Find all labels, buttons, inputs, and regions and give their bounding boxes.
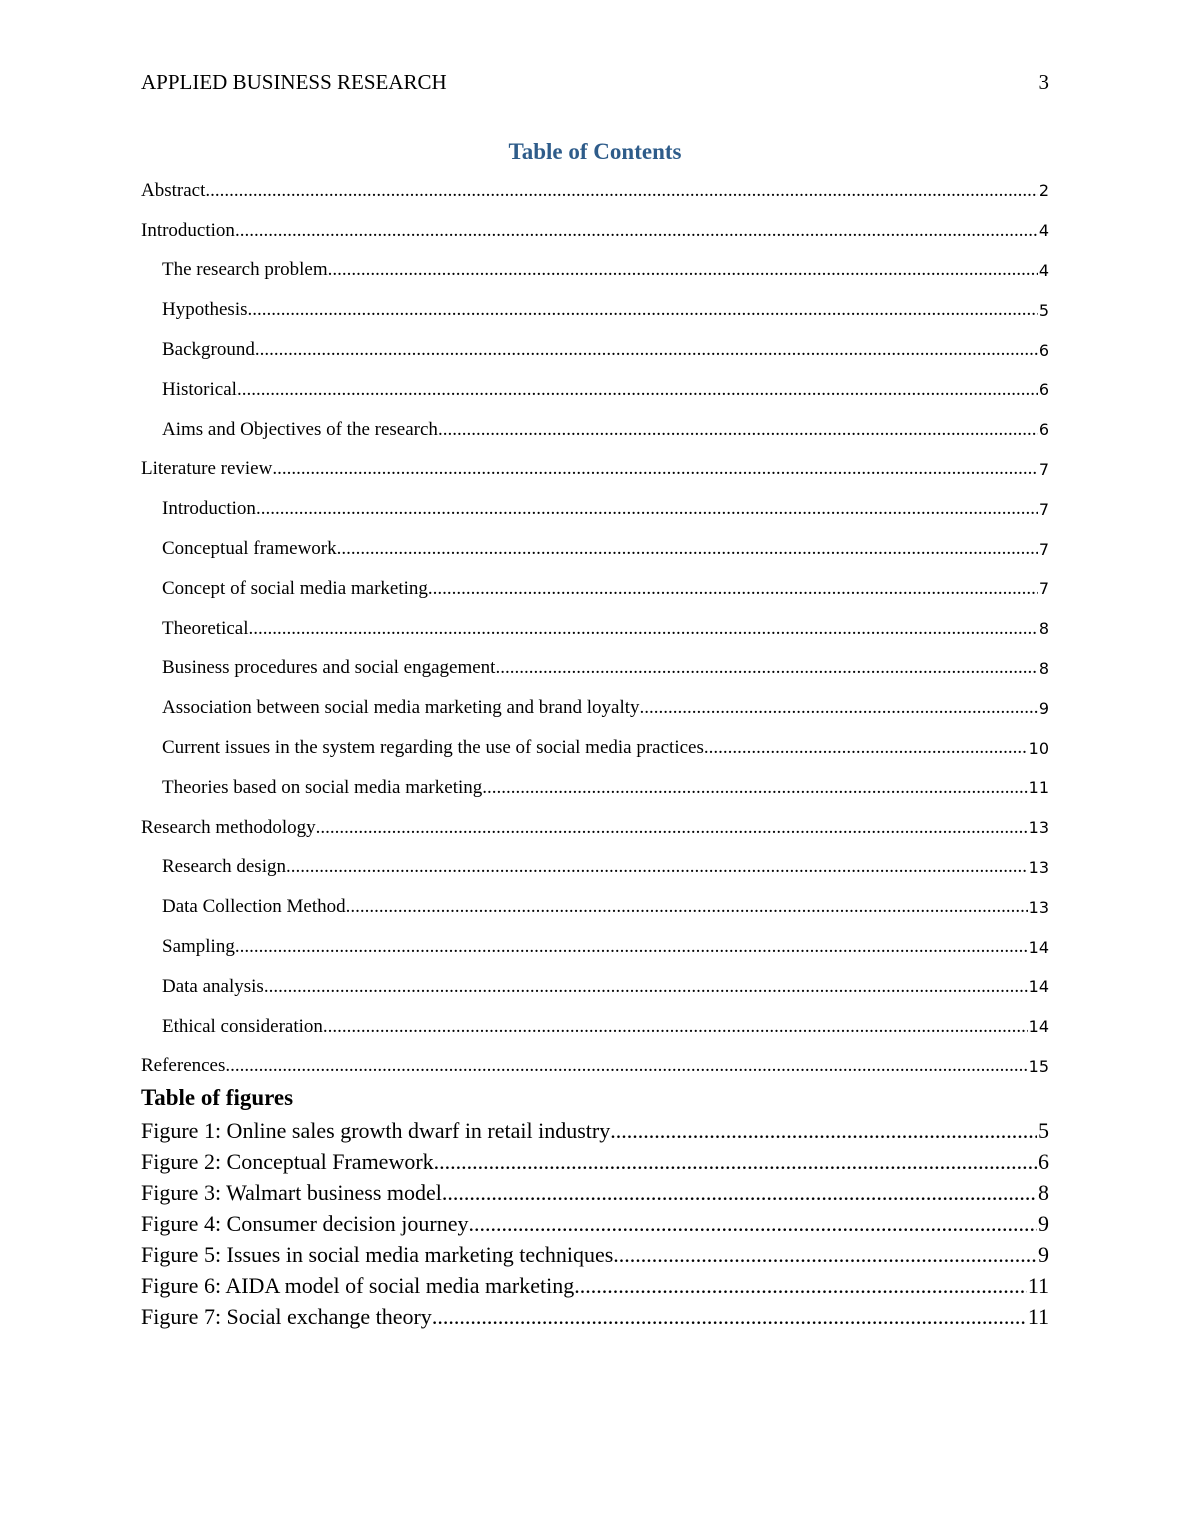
dot-leader (428, 578, 1038, 600)
toc-entry-page: 11 (1028, 778, 1049, 798)
toc-entry-association-smm-loyalty[interactable] (141, 688, 1049, 728)
toc-entry-page: 6 (1038, 420, 1049, 440)
page-header (141, 70, 1049, 100)
dot-leader (495, 657, 1037, 679)
figure-entry-5[interactable] (141, 1239, 1049, 1270)
dot-leader (610, 1118, 1037, 1144)
toc-entry-page: 9 (1038, 698, 1049, 718)
figure-entry-page: 6 (1038, 1148, 1049, 1174)
toc-entry-introduction[interactable] (141, 211, 1049, 251)
dot-leader (235, 936, 1028, 958)
figure-entry-label: Figure 5: Issues in social media marketing techniques (141, 1241, 614, 1267)
figures-title: Table of figures (141, 1085, 294, 1110)
dot-leader (328, 259, 1038, 281)
dot-leader (235, 220, 1038, 242)
figure-entry-label: Figure 3: Walmart business model (141, 1179, 442, 1205)
toc-entry-page: 2 (1038, 181, 1049, 201)
toc-entry-label: Ethical consideration (162, 1015, 323, 1037)
figure-entry-page: 5 (1038, 1117, 1049, 1143)
figure-entry-4[interactable] (141, 1208, 1049, 1239)
dot-leader (432, 1304, 1027, 1330)
toc-entry-page: 5 (1038, 300, 1049, 320)
toc-entry-data-analysis[interactable] (141, 967, 1049, 1007)
figure-entry-3[interactable] (141, 1177, 1049, 1208)
toc-title: Table of Contents (508, 139, 682, 164)
dot-leader (574, 1273, 1027, 1299)
figure-entry-label: Figure 7: Social exchange theory (141, 1303, 432, 1329)
figure-entry-label: Figure 1: Online sales growth dwarf in retail industry (141, 1117, 611, 1143)
toc-entry-label: Concept of social media marketing (162, 577, 428, 599)
toc-entry-page: 4 (1038, 221, 1049, 241)
toc-entry-abstract[interactable] (141, 171, 1049, 211)
toc-entry-business-procedures[interactable] (141, 649, 1049, 689)
toc-entry-label: Data analysis (162, 975, 264, 997)
dot-leader (613, 1242, 1037, 1268)
toc-entry-page: 6 (1038, 340, 1049, 360)
toc-entry-label: Historical (162, 378, 237, 400)
toc-entry-page: 7 (1038, 499, 1049, 519)
page-number: 3 (1038, 70, 1049, 94)
toc-entry-page: 7 (1038, 579, 1049, 599)
toc-entry-label: Research methodology (141, 816, 316, 838)
toc-entry-label: Aims and Objectives of the research (162, 418, 438, 440)
dot-leader (337, 538, 1038, 560)
dot-leader (469, 1211, 1037, 1237)
toc-entry-label: Research design (162, 856, 286, 878)
toc-entry-page: 13 (1028, 818, 1049, 838)
dot-leader (272, 458, 1037, 480)
dot-leader (434, 1149, 1037, 1175)
toc-entry-label: Data Collection Method (162, 896, 346, 918)
toc-entry-page: 8 (1038, 619, 1049, 639)
dot-leader (248, 299, 1038, 321)
toc-entry-label: Literature review (141, 458, 273, 480)
toc-entry-historical[interactable] (141, 370, 1049, 410)
running-head: APPLIED BUSINESS RESEARCH (141, 70, 447, 94)
toc-entry-label: Background (162, 339, 255, 361)
toc-entry-label: Introduction (141, 219, 235, 241)
figure-entry-page: 8 (1038, 1179, 1049, 1205)
toc-entry-label: Sampling (162, 936, 235, 958)
toc-entry-concept-smm[interactable] (141, 569, 1049, 609)
dot-leader (346, 896, 1028, 918)
toc-entry-page: 8 (1038, 658, 1049, 678)
toc-entry-page: 13 (1028, 857, 1049, 877)
toc-entry-label: References (141, 1055, 226, 1077)
toc-entry-page: 6 (1038, 380, 1049, 400)
toc-entry-theories-smm[interactable] (141, 768, 1049, 808)
toc-entry-label: Abstract (141, 179, 206, 201)
toc-entry-research-methodology[interactable] (141, 808, 1049, 848)
dot-leader (640, 697, 1038, 719)
dot-leader (237, 379, 1038, 401)
dot-leader (438, 419, 1038, 441)
toc-entry-aims-objectives[interactable] (141, 410, 1049, 450)
toc-entry-page: 7 (1038, 459, 1049, 479)
dot-leader (205, 180, 1037, 202)
toc-entry-label: Conceptual framework (162, 538, 337, 560)
dot-leader (316, 817, 1028, 839)
toc-entry-conceptual-framework[interactable] (141, 529, 1049, 569)
figure-entry-page: 9 (1038, 1241, 1049, 1267)
dot-leader (225, 1055, 1027, 1077)
figure-entry-page: 11 (1027, 1272, 1049, 1298)
figure-entry-label: Figure 4: Consumer decision journey (141, 1210, 469, 1236)
toc-entry-label: Association between social media marketing and brand loyalty (162, 697, 640, 719)
dot-leader (704, 737, 1028, 759)
toc-entry-sampling[interactable] (141, 927, 1049, 967)
figure-entry-7[interactable] (141, 1301, 1049, 1332)
dot-leader (264, 976, 1028, 998)
toc-entry-lit-introduction[interactable] (141, 489, 1049, 529)
toc-entry-page: 14 (1028, 977, 1049, 997)
toc-entry-label: Introduction (162, 498, 256, 520)
figure-entry-page: 9 (1038, 1210, 1049, 1236)
toc-entry-page: 10 (1028, 738, 1049, 758)
toc-entry-literature-review[interactable] (141, 450, 1049, 490)
figure-entry-1[interactable] (141, 1115, 1049, 1146)
toc-entry-current-issues[interactable] (141, 728, 1049, 768)
toc-entry-label: Hypothesis (162, 299, 248, 321)
figure-entry-label: Figure 6: AIDA model of social media marketing (141, 1272, 575, 1298)
dot-leader (286, 856, 1028, 878)
dot-leader (323, 1016, 1028, 1038)
dot-leader (255, 339, 1038, 361)
toc-entry-background[interactable] (141, 330, 1049, 370)
toc-entry-page: 15 (1028, 1056, 1049, 1076)
toc-entry-hypothesis[interactable] (141, 290, 1049, 330)
figure-entry-page: 11 (1027, 1303, 1049, 1329)
toc-entry-label: The research problem (162, 259, 328, 281)
toc-entry-page: 13 (1028, 897, 1049, 917)
figure-entry-label: Figure 2: Conceptual Framework (141, 1148, 434, 1174)
toc-entry-research-problem[interactable] (141, 251, 1049, 291)
dot-leader (256, 498, 1038, 520)
figure-entry-2[interactable] (141, 1146, 1049, 1177)
toc-entry-research-design[interactable] (141, 848, 1049, 888)
toc-entry-page: 14 (1028, 937, 1049, 957)
toc-entry-page: 14 (1028, 1017, 1049, 1037)
toc-entry-data-collection[interactable] (141, 887, 1049, 927)
table-of-contents (141, 171, 1049, 1086)
toc-entry-label: Theories based on social media marketing (162, 776, 483, 798)
dot-leader (442, 1180, 1037, 1206)
toc-entry-theoretical[interactable] (141, 609, 1049, 649)
toc-entry-label: Business procedures and social engagement (162, 657, 496, 679)
toc-entry-label: Theoretical (162, 617, 249, 639)
table-of-figures (141, 1115, 1049, 1332)
toc-entry-ethical-consideration[interactable] (141, 1007, 1049, 1047)
toc-entry-page: 4 (1038, 260, 1049, 280)
toc-entry-page: 7 (1038, 539, 1049, 559)
figure-entry-6[interactable] (141, 1270, 1049, 1301)
dot-leader (249, 618, 1038, 640)
toc-entry-references[interactable] (141, 1047, 1049, 1087)
dot-leader (482, 777, 1027, 799)
toc-entry-label: Current issues in the system regarding the use of social media practices (162, 737, 704, 759)
